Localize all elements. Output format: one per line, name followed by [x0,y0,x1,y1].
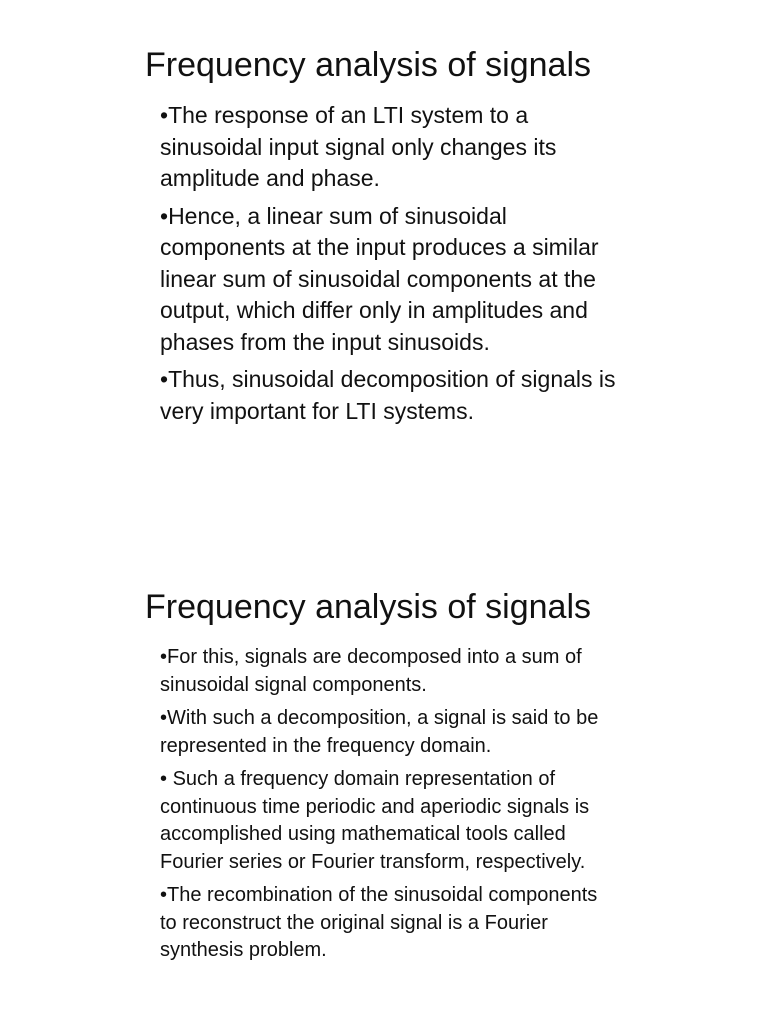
bullet-item [160,644,610,699]
bullet-marker [160,366,168,392]
bullet-item [160,705,610,760]
slide-title: Frequency analysis of signals [145,588,592,626]
bullet-text: Hence, a linear sum of sinusoidal components at the input produces a similar linear sum of sinusoidal components at the output, which differ only in amplitudes and phases from the input sinusoids. [160,202,599,355]
bullet-item [160,201,620,359]
bullet-item [160,100,620,195]
bullet-text: With such a decomposition, a signal is said to be represented in the frequency domain. [160,707,599,757]
bullet-text: For this, signals are decomposed into a sum of sinusoidal signal components. [160,646,582,696]
bullet-text: The recombination of the sinusoidal components to reconstruct the original signal is a Fourier synthesis problem. [160,884,598,961]
bullet-item [160,882,610,965]
bullet-item [160,766,610,876]
bullet-text: Such a frequency domain representation of continuous time periodic and aperiodic signals is accomplished using mathematical tools called Fourier series or Fourier transform, respectively. [160,768,590,873]
bullet-marker [160,646,167,668]
bullet-marker [160,707,167,729]
bullet-list [160,100,620,433]
bullet-item [160,364,620,427]
bullet-list [160,644,610,971]
bullet-marker [160,203,168,229]
bullet-marker [160,102,168,128]
bullet-marker [160,768,167,790]
bullet-text: The response of an LTI system to a sinusoidal input signal only changes its amplitude and phase. [160,102,557,191]
slide-2 [0,560,768,1024]
bullet-marker [160,884,167,906]
slide-title: Frequency analysis of signals [145,46,592,84]
bullet-text: Thus, sinusoidal decomposition of signals is very important for LTI systems. [160,366,616,424]
